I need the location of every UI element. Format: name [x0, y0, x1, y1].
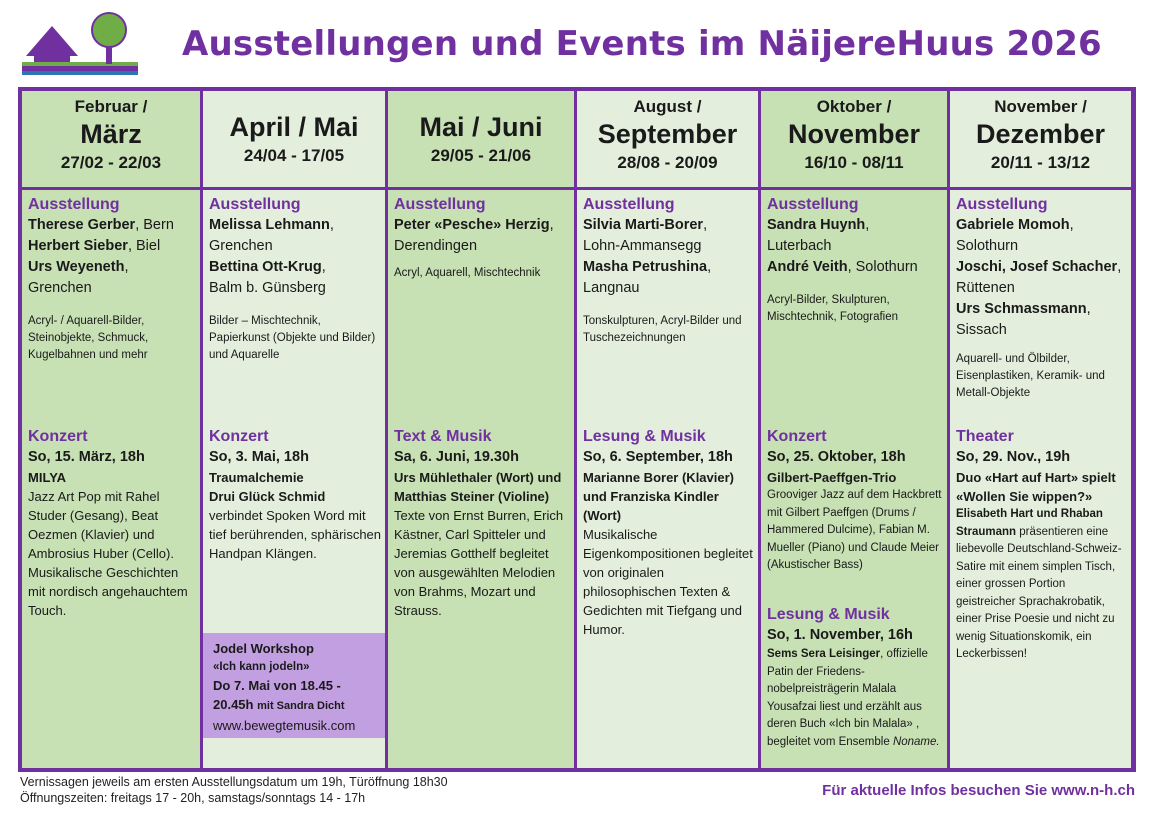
exhibition-section	[956, 194, 1127, 402]
event-date: So, 3. Mai, 18h	[209, 449, 309, 465]
exhibition-section	[28, 194, 196, 364]
column-april-may	[203, 91, 385, 768]
month-small: November /	[994, 97, 1087, 116]
month-small: Oktober /	[816, 97, 892, 116]
artist-list: Melissa Lehmann, Grenchen Bettina Ott-Krug, Balm b. Günsberg	[209, 217, 334, 296]
event-title: Traumalchemie	[209, 470, 304, 485]
event-date: So, 15. März, 18h	[28, 449, 145, 465]
column-header	[577, 91, 758, 187]
column-may-june	[388, 91, 574, 768]
event-description: Jazz Art Pop mit Rahel Studer (Gesang), Beat Oezmen (Klavier) und Ambrosius Huber (Cello). Musikalische Geschichten mit nordisch angehauchtem Touch.	[28, 489, 188, 618]
footer-website[interactable]: Für aktuelle Infos besuchen Sie www.n-h.ch	[822, 782, 1135, 799]
column-header	[950, 91, 1131, 187]
event-description: Elisabeth Hart und Rhaban Straumann präsentieren eine liebevolle Deutschland-Schweiz-Satire mit einem simplen Tisch, einer grossen Portion geistreicher Sprachakrobatik, einer Prise Poesie und nicht zu wenig Situationskomik, ein Leckerbissen!	[956, 508, 1122, 660]
date-range: 20/11 - 13/12	[990, 153, 1091, 172]
month-big: November	[787, 119, 921, 149]
month-big: April / Mai	[229, 112, 359, 142]
technique-text: Acryl- / Aquarell-Bilder, Steinobjekte, Schmuck, Kugelbahnen und mehr	[28, 315, 149, 361]
page-title: Ausstellungen und Events im NäijereHuus 2026	[182, 24, 1102, 64]
artist-list: Peter «Pesche» Herzig, Derendingen	[394, 217, 554, 254]
event2-description: Sems Sera Leisinger, offizielle Patin der Friedens-nobelpreisträgerin Malala Yousafzai liest und erzählt aus deren Buch «Ich bin Malala» , begleitet vom Ensemble Noname.	[767, 648, 940, 748]
month-big: Dezember	[975, 119, 1106, 149]
month-small: August /	[633, 97, 702, 116]
date-range: 29/05 - 21/06	[430, 146, 532, 165]
event2-section	[767, 604, 943, 751]
event-date: So, 25. Oktober, 18h	[767, 449, 906, 465]
event-section	[209, 426, 381, 563]
technique-text: Acryl-Bilder, Skulpturen, Mischtechnik, Fotografien	[767, 294, 899, 323]
footer-info	[20, 774, 448, 806]
footer-vernissage: Vernissagen jeweils am ersten Ausstellungsdatum um 19h, Türöffnung 18h30	[20, 775, 448, 789]
month-big: Mai / Juni	[419, 112, 543, 142]
event-section	[583, 426, 754, 639]
naijerehuus-logo	[20, 10, 140, 80]
date-range: 16/10 - 08/11	[804, 153, 904, 172]
column-february-march	[22, 91, 200, 768]
event-section	[767, 426, 943, 575]
events-table	[18, 87, 1136, 772]
workshop-when: Do 7. Mai von 18.45 - 20.45h mit Sandra Dicht	[213, 678, 345, 712]
technique-text: Bilder – Mischtechnik, Papierkunst (Objekte und Bilder) und Aquarelle	[209, 315, 376, 361]
event2-label: Lesung & Musik	[767, 606, 890, 623]
event-section	[956, 426, 1127, 664]
event-description: verbindet Spoken Word mit tief berührenden, sphärischen Handpan Klängen.	[209, 508, 382, 561]
exhibition-section	[583, 194, 754, 347]
event-label: Lesung & Musik	[583, 428, 706, 445]
event-label: Konzert	[767, 428, 827, 445]
workshop-title: Jodel Workshop	[213, 641, 314, 656]
artist-list: Silvia Marti-Borer, Lohn-Ammansegg Masha Petrushina, Langnau	[583, 217, 712, 296]
technique-text: Acryl, Aquarell, Mischtechnik	[394, 267, 541, 279]
column-august-september	[577, 91, 758, 768]
event-label: Konzert	[28, 428, 88, 445]
event-label: Text & Musik	[394, 428, 492, 445]
column-header	[22, 91, 200, 187]
event-section	[394, 426, 570, 620]
column-october-november	[761, 91, 947, 768]
event-description: Grooviger Jazz auf dem Hackbrett mit Gilbert Paeffgen (Drums / Hammered Dulcime), Fabian M. Mueller (Piano) und Claude Meier (Akustischer Bass)	[767, 489, 942, 571]
event2-date: So, 1. November, 16h	[767, 627, 913, 643]
jodel-workshop-box	[203, 633, 385, 738]
footer-opening-hours: Öffnungszeiten: freitags 17 - 20h, samstags/sonntags 14 - 17h	[20, 791, 366, 805]
exhibition-label: Ausstellung	[394, 196, 486, 213]
event-title-performer: Drui Glück Schmid	[209, 489, 326, 504]
column-header	[761, 91, 947, 187]
event-title: Marianne Borer (Klavier) und Franziska Kindler (Wort)	[583, 470, 734, 523]
month-big: September	[597, 119, 738, 149]
exhibition-label: Ausstellung	[767, 196, 859, 213]
month-small: Februar /	[74, 97, 148, 116]
artist-list: Sandra Huynh, Luterbach André Veith, Solothurn	[767, 217, 918, 275]
exhibition-section	[394, 194, 570, 282]
column-body	[761, 190, 947, 768]
exhibition-label: Ausstellung	[956, 196, 1048, 213]
artist-list: Therese Gerber, Bern Herbert Sieber, Biel Urs Weyeneth, Grenchen	[28, 217, 174, 296]
date-range: 24/04 - 17/05	[243, 146, 345, 165]
event-label: Theater	[956, 428, 1014, 445]
exhibition-section	[209, 194, 381, 364]
event-description: Musikalische Eigenkompositionen begleitet von originalen philosophischen Texten & Gedichten mit Tiefgang und Humor.	[583, 527, 753, 637]
column-header	[203, 91, 385, 187]
column-body	[388, 190, 574, 768]
event-label: Konzert	[209, 428, 269, 445]
date-range: 27/02 - 22/03	[60, 153, 162, 172]
event-description: Texte von Ernst Burren, Erich Kästner, Carl Spitteler und Jeremias Gotthelf begleitet von ausgewählten Melodien von Brahms, Mozart und Strauss.	[394, 508, 564, 618]
workshop-subtitle: «Ich kann jodeln»	[213, 661, 310, 673]
artist-list: Gabriele Momoh, Solothurn Joschi, Josef Schacher, Rüttenen Urs Schmassmann, Sissach	[956, 217, 1122, 338]
workshop-link[interactable]: www.bewegtemusik.com	[213, 718, 356, 733]
event-title: Gilbert-Paeffgen-Trio	[767, 470, 897, 485]
column-body	[577, 190, 758, 768]
column-header	[388, 91, 574, 187]
column-november-december	[950, 91, 1131, 768]
exhibition-label: Ausstellung	[583, 196, 675, 213]
exhibition-label: Ausstellung	[209, 196, 301, 213]
event-title: Duo «Hart auf Hart» spielt «Wollen Sie wippen?»	[956, 470, 1116, 504]
technique-text: Tonskulpturen, Acryl-Bilder und Tuschezeichnungen	[583, 315, 742, 344]
event-title: Urs Mühlethaler (Wort) und Matthias Steiner (Violine)	[394, 470, 562, 504]
event-date: So, 6. September, 18h	[583, 449, 733, 465]
event-title: MILYA	[28, 470, 67, 485]
event-section	[28, 426, 196, 620]
date-range: 28/08 - 20/09	[617, 153, 718, 172]
column-body	[22, 190, 200, 768]
technique-text: Aquarell- und Ölbilder, Eisenplastiken, Keramik- und Metall-Objekte	[956, 353, 1105, 399]
column-body	[203, 190, 385, 768]
event-date: Sa, 6. Juni, 19.30h	[394, 449, 519, 465]
exhibition-label: Ausstellung	[28, 196, 120, 213]
column-body	[950, 190, 1131, 768]
event-date: So, 29. Nov., 19h	[956, 449, 1071, 465]
exhibition-section	[767, 194, 943, 326]
month-big: März	[80, 119, 142, 149]
